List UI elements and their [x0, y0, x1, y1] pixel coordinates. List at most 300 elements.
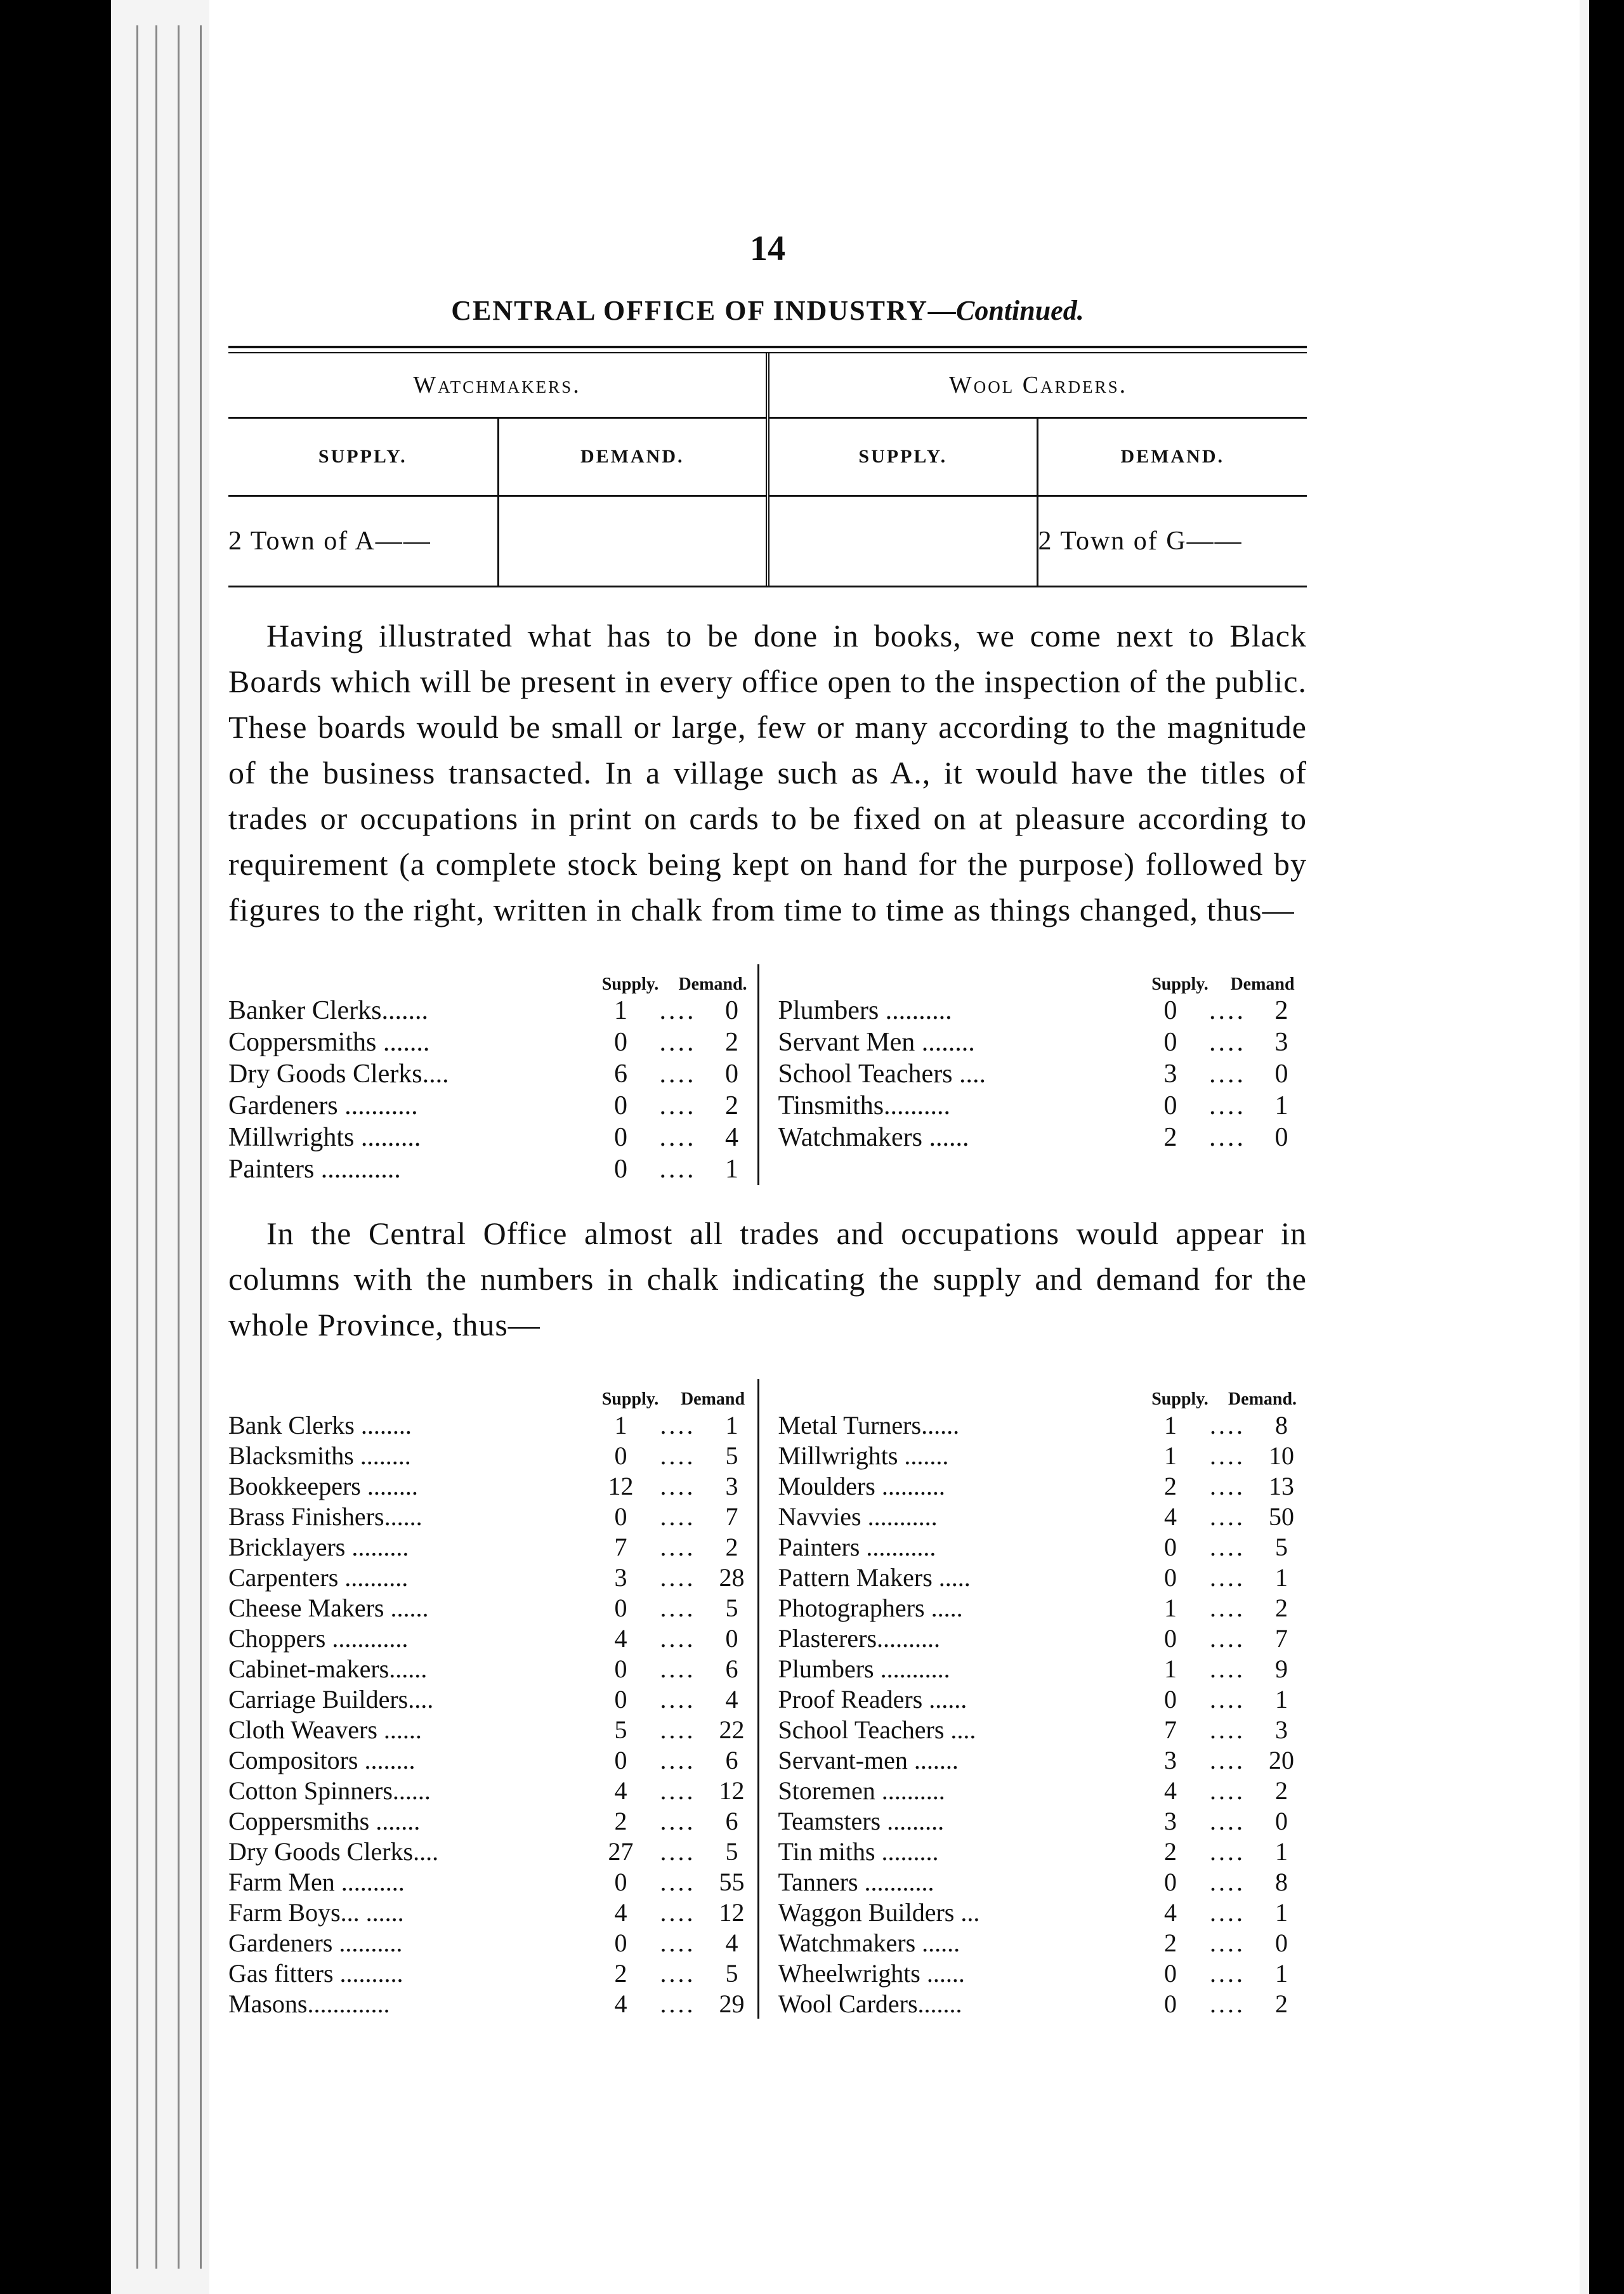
list-item: [228, 1897, 757, 1927]
leader-dots: ....: [660, 1928, 696, 1957]
supply-value: 0: [614, 1654, 627, 1683]
occupation-name: Bricklayers .........: [228, 1532, 409, 1561]
occupation-name: Storemen ..........: [778, 1776, 945, 1805]
watchmakers-demand-header: DEMAND.: [498, 418, 768, 496]
list-item: [778, 1836, 1307, 1866]
demand-value: 5: [725, 1593, 738, 1622]
occupation-name: Dry Goods Clerks....: [228, 1059, 449, 1089]
supply-value: 0: [1163, 1028, 1177, 1057]
occupation-name: Carpenters ..........: [228, 1563, 409, 1592]
list-item: [778, 1531, 1307, 1562]
occupation-name: Choppers ............: [228, 1623, 409, 1653]
list-item: [778, 1684, 1307, 1714]
leader-dots: ....: [1210, 1623, 1245, 1653]
leader-dots: ....: [659, 1059, 697, 1089]
occupation-name: Millwrights .......: [778, 1441, 949, 1470]
supply-value: 0: [614, 1091, 627, 1120]
occupation-name: Navvies ...........: [778, 1502, 938, 1531]
leader-dots: ....: [660, 1989, 696, 2018]
occupation-name: Gas fitters ..........: [228, 1958, 403, 1988]
supply-value: 0: [1164, 1532, 1177, 1561]
occupation-name: Wool Carders.......: [778, 1989, 962, 2018]
leader-dots: ....: [1209, 1059, 1246, 1089]
supply-value: 27: [608, 1837, 634, 1866]
supply-value: 0: [614, 1028, 627, 1057]
leader-dots: ....: [660, 1837, 696, 1866]
occupation-name: Gardeners ...........: [228, 1091, 418, 1120]
supply-value: 1: [1164, 1441, 1177, 1470]
occupation-name: Plumbers ..........: [778, 996, 952, 1025]
leader-dots: ....: [1209, 1123, 1246, 1152]
leader-dots: ....: [1209, 1091, 1246, 1120]
occupation-name: Tanners ...........: [778, 1867, 934, 1896]
page-edge-line: [200, 25, 202, 2269]
demand-header: Demand.: [678, 974, 747, 994]
demand-value: 6: [725, 1745, 738, 1774]
occupation-name: Coppersmiths .......: [228, 1028, 430, 1057]
demand-value: 5: [725, 1958, 738, 1988]
paragraph-central-office: [228, 1210, 1307, 1347]
demand-value: 4: [725, 1684, 738, 1714]
demand-value: 0: [1274, 1123, 1288, 1152]
demand-header: Demand: [1230, 974, 1295, 994]
leader-dots: ....: [1210, 1654, 1245, 1683]
leader-dots: ....: [659, 1091, 697, 1120]
header-bottom-rule: [228, 586, 1307, 587]
supply-value: 2: [614, 1806, 627, 1835]
watchmakers-title: Watchmakers.: [228, 353, 768, 418]
list-item: [228, 1501, 757, 1531]
leader-dots: ....: [1210, 1928, 1245, 1957]
central-board-left-column: [228, 1379, 757, 2019]
supply-value: 1: [614, 1410, 627, 1439]
supply-value: 0: [614, 1684, 627, 1714]
occupation-name: Banker Clerks.......: [228, 996, 428, 1025]
demand-value: 0: [1275, 1806, 1288, 1835]
wool-carders-title: Wool Carders.: [768, 353, 1307, 418]
list-item: [778, 1745, 1307, 1775]
leader-dots: ....: [659, 1155, 697, 1184]
list-item: [228, 1836, 757, 1866]
list-item: [228, 1153, 757, 1185]
leader-dots: ....: [660, 1410, 696, 1439]
supply-value: 7: [614, 1532, 627, 1561]
occupation-name: Teamsters .........: [778, 1806, 945, 1835]
demand-value: 8: [1275, 1410, 1288, 1439]
demand-value: 7: [1275, 1623, 1288, 1653]
supply-value: 1: [1164, 1654, 1177, 1683]
page-content: [228, 228, 1307, 2025]
paragraph-text: In the Central Office almost all trades and occupations would appear in columns with the numbers in chalk indicating the supply and demand for the whole Province, thus—: [228, 1216, 1307, 1342]
occupation-name: Farm Men ..........: [228, 1867, 405, 1896]
list-item: [228, 1122, 757, 1153]
demand-value: 3: [1274, 1028, 1288, 1057]
demand-value: 6: [725, 1654, 738, 1683]
leader-dots: ....: [1209, 1028, 1246, 1057]
leader-dots: ....: [1209, 996, 1246, 1025]
occupation-name: Bookkeepers ........: [228, 1471, 418, 1500]
demand-header: Demand.: [1228, 1389, 1297, 1409]
list-item: [778, 1806, 1307, 1836]
list-item: [228, 1684, 757, 1714]
supply-value: 2: [1164, 1837, 1177, 1866]
demand-value: 4: [725, 1928, 738, 1957]
demand-value: 13: [1269, 1471, 1294, 1500]
scan-border: [1594, 0, 1624, 2294]
demand-value: 0: [725, 1623, 738, 1653]
demand-value: 2: [1275, 1776, 1288, 1805]
occupation-name: Servant Men ........: [778, 1028, 975, 1057]
demand-value: 28: [719, 1563, 745, 1592]
occupation-name: Bank Clerks ........: [228, 1410, 412, 1439]
village-right-rows: [778, 995, 1307, 1153]
demand-value: 22: [719, 1715, 745, 1744]
list-item: [778, 1562, 1307, 1592]
section-title-continued: —Continued.: [927, 295, 1084, 326]
list-item: [778, 1410, 1307, 1440]
supply-value: 0: [614, 1155, 627, 1184]
leader-dots: ....: [1210, 1867, 1245, 1896]
list-item: [778, 1927, 1307, 1958]
list-item: [228, 1471, 757, 1501]
village-board-left-column: [228, 964, 757, 1185]
central-left-rows: [228, 1410, 757, 2019]
supply-value: 0: [614, 1928, 627, 1957]
supply-value: 0: [1164, 1623, 1177, 1653]
occupation-name: Cotton Spinners......: [228, 1776, 431, 1805]
demand-value: 7: [725, 1502, 738, 1531]
demand-value: 0: [1274, 1059, 1288, 1089]
list-item: [778, 1058, 1307, 1090]
demand-value: 50: [1269, 1502, 1294, 1531]
leader-dots: ....: [1210, 1745, 1245, 1774]
occupation-name: Painters ...........: [778, 1532, 936, 1561]
wool-carders-supply-value: [768, 496, 1037, 586]
paragraph-text: Having illustrated what has to be done in books, we come next to Black Boards which will be present in every office open to the inspection of the public. These boards would be small or large, few or many according to the magnitude of the business transacted. In a village such as A., it would have the titles of trades or occupations in print on cards to be fixed on at pleasure according to requirement (a complete stock being kept on hand for the purpose) followed by figures to the right, written in chalk from time to time as things changed, thus—: [228, 618, 1307, 927]
occupation-name: Cloth Weavers ......: [228, 1715, 422, 1744]
leader-dots: ....: [1210, 1715, 1245, 1744]
occupation-name: Moulders ..........: [778, 1471, 945, 1500]
supply-value: 2: [1164, 1471, 1177, 1500]
leader-dots: ....: [660, 1715, 696, 1744]
supply-value: 0: [614, 1123, 627, 1152]
demand-value: 0: [725, 996, 738, 1025]
leader-dots: ....: [660, 1867, 696, 1896]
leader-dots: ....: [1210, 1837, 1245, 1866]
supply-value: 7: [1164, 1715, 1177, 1744]
supply-value: 1: [1164, 1593, 1177, 1622]
list-item: [228, 1653, 757, 1684]
wool-carders-demand-value: 2 Town of G——: [1037, 496, 1307, 586]
list-item: [228, 1714, 757, 1745]
leader-dots: ....: [1210, 1897, 1245, 1927]
wool-carders-supply-header: SUPPLY.: [768, 418, 1037, 496]
occupation-name: Tin miths .........: [778, 1837, 939, 1866]
occupation-name: Watchmakers ......: [778, 1123, 969, 1152]
list-item: [778, 995, 1307, 1026]
list-item: [778, 1026, 1307, 1058]
leader-dots: ....: [660, 1654, 696, 1683]
leader-dots: ....: [660, 1897, 696, 1927]
list-item: [228, 1440, 757, 1471]
demand-value: 3: [725, 1471, 738, 1500]
supply-value: 0: [1164, 1989, 1177, 2018]
page-edge-line: [178, 25, 180, 2269]
demand-value: 0: [725, 1059, 738, 1089]
supply-value: 1: [1164, 1410, 1177, 1439]
demand-value: 2: [1275, 1989, 1288, 2018]
list-item: [778, 1090, 1307, 1122]
leader-dots: ....: [659, 996, 697, 1025]
supply-value: 0: [1164, 1867, 1177, 1896]
occupation-name: Watchmakers ......: [778, 1928, 960, 1957]
paragraph-black-boards: [228, 613, 1307, 933]
occupation-name: Tinsmiths..........: [778, 1091, 951, 1120]
list-item: [228, 1775, 757, 1806]
watchmakers-supply-value: 2 Town of A——: [228, 527, 431, 556]
demand-value: 2: [725, 1028, 738, 1057]
occupation-name: Painters ............: [228, 1155, 401, 1184]
demand-value: 1: [1274, 1091, 1288, 1120]
village-board-right-column: [757, 964, 1307, 1185]
supply-header: Supply.: [1151, 1389, 1208, 1409]
occupation-name: School Teachers ....: [778, 1715, 976, 1744]
leader-dots: ....: [660, 1958, 696, 1988]
supply-value: 0: [614, 1745, 627, 1774]
list-item: [228, 1592, 757, 1623]
supply-value: 4: [614, 1623, 627, 1653]
supply-value: 0: [614, 1441, 627, 1470]
occupation-name: Plasterers..........: [778, 1623, 941, 1653]
supply-value: 3: [1163, 1059, 1177, 1089]
leader-dots: ....: [1210, 1563, 1245, 1592]
leader-dots: ....: [660, 1532, 696, 1561]
list-item: [778, 1653, 1307, 1684]
demand-value: 4: [725, 1123, 738, 1152]
supply-header: Supply.: [1151, 974, 1208, 994]
list-item: [228, 1745, 757, 1775]
supply-value: 3: [1164, 1806, 1177, 1835]
column-header: [228, 1379, 757, 1410]
supply-value: 3: [1164, 1745, 1177, 1774]
demand-value: 10: [1269, 1441, 1294, 1470]
supply-value: 2: [1164, 1928, 1177, 1957]
demand-value: 5: [725, 1441, 738, 1470]
leader-dots: ....: [1210, 1471, 1245, 1500]
occupation-name: Millwrights .........: [228, 1123, 421, 1152]
demand-value: 55: [719, 1867, 745, 1896]
central-board: [228, 1379, 1307, 2019]
demand-value: 20: [1269, 1745, 1294, 1774]
list-item: [778, 1714, 1307, 1745]
list-item: [778, 1592, 1307, 1623]
demand-value: 1: [1275, 1684, 1288, 1714]
occupation-name: Servant-men .......: [778, 1745, 959, 1774]
supply-value: 4: [1164, 1502, 1177, 1531]
occupation-name: Gardeners ..........: [228, 1928, 403, 1957]
leader-dots: ....: [1210, 1410, 1245, 1439]
leader-dots: ....: [1210, 1502, 1245, 1531]
leader-dots: ....: [1210, 1593, 1245, 1622]
list-item: [778, 1623, 1307, 1653]
leader-dots: ....: [660, 1684, 696, 1714]
list-item: [228, 1806, 757, 1836]
list-item: [228, 1026, 757, 1058]
watchmakers-supply-header: SUPPLY.: [228, 418, 498, 496]
list-item: [228, 1623, 757, 1653]
demand-value: 12: [719, 1897, 745, 1927]
supply-value: 1: [614, 996, 627, 1025]
supply-value: 4: [1164, 1776, 1177, 1805]
list-item: [778, 1775, 1307, 1806]
occupation-name: School Teachers ....: [778, 1059, 986, 1089]
leader-dots: ....: [660, 1806, 696, 1835]
occupation-name: Pattern Makers .....: [778, 1563, 971, 1592]
header-table: [228, 353, 1307, 586]
demand-value: 1: [1275, 1837, 1288, 1866]
supply-value: 3: [614, 1563, 627, 1592]
header-rule: [228, 346, 1307, 353]
occupation-name: Masons.............: [228, 1989, 390, 2018]
list-item: [228, 1090, 757, 1122]
supply-header: Supply.: [601, 1389, 659, 1409]
list-item: [778, 1471, 1307, 1501]
list-item: [228, 1562, 757, 1592]
leader-dots: ....: [660, 1471, 696, 1500]
leader-dots: ....: [1210, 1441, 1245, 1470]
list-item: [228, 1531, 757, 1562]
leader-dots: ....: [1210, 1989, 1245, 2018]
supply-value: 0: [1163, 996, 1177, 1025]
supply-value: 0: [614, 1867, 627, 1896]
supply-value: 0: [1164, 1958, 1177, 1988]
occupation-name: Waggon Builders ...: [778, 1897, 980, 1927]
leader-dots: ....: [1210, 1532, 1245, 1561]
leader-dots: ....: [660, 1745, 696, 1774]
list-item: [228, 1410, 757, 1440]
supply-value: 2: [1163, 1123, 1177, 1152]
supply-value: 0: [1164, 1563, 1177, 1592]
demand-value: 29: [719, 1989, 745, 2018]
column-header: [778, 964, 1307, 995]
demand-value: 1: [1275, 1958, 1288, 1988]
page-edge-line: [136, 25, 138, 2269]
occupation-name: Farm Boys... ......: [228, 1897, 404, 1927]
list-item: [778, 1988, 1307, 2019]
list-item: [778, 1122, 1307, 1153]
demand-value: 5: [1275, 1532, 1288, 1561]
supply-value: 5: [614, 1715, 627, 1744]
central-board-right-column: [757, 1379, 1307, 2019]
demand-value: 2: [725, 1532, 738, 1561]
village-board: [228, 964, 1307, 1185]
leader-dots: ....: [660, 1593, 696, 1622]
supply-value: 6: [614, 1059, 627, 1089]
list-item: [778, 1866, 1307, 1897]
demand-value: 1: [725, 1155, 738, 1184]
occupation-name: Metal Turners......: [778, 1410, 960, 1439]
supply-value: 0: [614, 1593, 627, 1622]
page-edge-line: [155, 25, 157, 2269]
demand-value: 2: [1275, 1593, 1288, 1622]
occupation-name: Blacksmiths ........: [228, 1441, 411, 1470]
demand-value: 5: [725, 1837, 738, 1866]
leader-dots: ....: [660, 1776, 696, 1805]
occupation-name: Photographers .....: [778, 1593, 963, 1622]
supply-value: 2: [614, 1958, 627, 1988]
occupation-name: Cheese Makers ......: [228, 1593, 429, 1622]
column-header: [228, 964, 757, 995]
occupation-name: Plumbers ...........: [778, 1654, 950, 1683]
section-title-text: CENTRAL OFFICE OF INDUSTRY: [451, 295, 928, 326]
leader-dots: ....: [659, 1028, 697, 1057]
list-item: [228, 1988, 757, 2019]
leader-dots: ....: [1210, 1776, 1245, 1805]
leader-dots: ....: [660, 1563, 696, 1592]
demand-value: 8: [1275, 1867, 1288, 1896]
supply-value: 0: [1163, 1091, 1177, 1120]
demand-value: 2: [725, 1091, 738, 1120]
list-item: [228, 1058, 757, 1090]
leader-dots: ....: [1210, 1806, 1245, 1835]
demand-value: 2: [1274, 996, 1288, 1025]
village-left-rows: [228, 995, 757, 1185]
occupation-name: Dry Goods Clerks....: [228, 1837, 439, 1866]
occupation-name: Wheelwrights ......: [778, 1958, 965, 1988]
list-item: [778, 1958, 1307, 1988]
leader-dots: ....: [1210, 1684, 1245, 1714]
column-header: [778, 1379, 1307, 1410]
demand-value: 0: [1275, 1928, 1288, 1957]
demand-value: 3: [1275, 1715, 1288, 1744]
demand-value: 9: [1275, 1654, 1288, 1683]
list-item: [778, 1501, 1307, 1531]
occupation-name: Proof Readers ......: [778, 1684, 967, 1714]
list-item: [778, 1440, 1307, 1471]
occupation-name: Cabinet-makers......: [228, 1654, 428, 1683]
list-item: [228, 1866, 757, 1897]
supply-value: 4: [614, 1776, 627, 1805]
demand-value: 12: [719, 1776, 745, 1805]
leader-dots: ....: [659, 1123, 697, 1152]
supply-header: Supply.: [601, 974, 659, 994]
supply-value: 4: [614, 1989, 627, 2018]
demand-value: 6: [725, 1806, 738, 1835]
demand-header: Demand: [680, 1389, 745, 1409]
list-item: [778, 1897, 1307, 1927]
leader-dots: ....: [660, 1623, 696, 1653]
demand-value: 1: [1275, 1897, 1288, 1927]
occupation-name: Coppersmiths .......: [228, 1806, 421, 1835]
supply-value: 0: [1164, 1684, 1177, 1714]
occupation-name: Compositors ........: [228, 1745, 416, 1774]
section-title: [228, 294, 1307, 327]
demand-value: 1: [725, 1410, 738, 1439]
occupation-name: Brass Finishers......: [228, 1502, 422, 1531]
occupation-name: Carriage Builders....: [228, 1684, 434, 1714]
list-item: [228, 1958, 757, 1988]
supply-value: 12: [608, 1471, 634, 1500]
demand-value: 1: [1275, 1563, 1288, 1592]
list-item: [228, 1927, 757, 1958]
central-right-rows: [778, 1410, 1307, 2019]
wool-carders-demand-header: DEMAND.: [1037, 418, 1307, 496]
leader-dots: ....: [660, 1441, 696, 1470]
page-number: 14: [750, 229, 785, 268]
supply-value: 4: [1164, 1897, 1177, 1927]
supply-value: 4: [614, 1897, 627, 1927]
watchmakers-demand-value: [498, 496, 768, 586]
